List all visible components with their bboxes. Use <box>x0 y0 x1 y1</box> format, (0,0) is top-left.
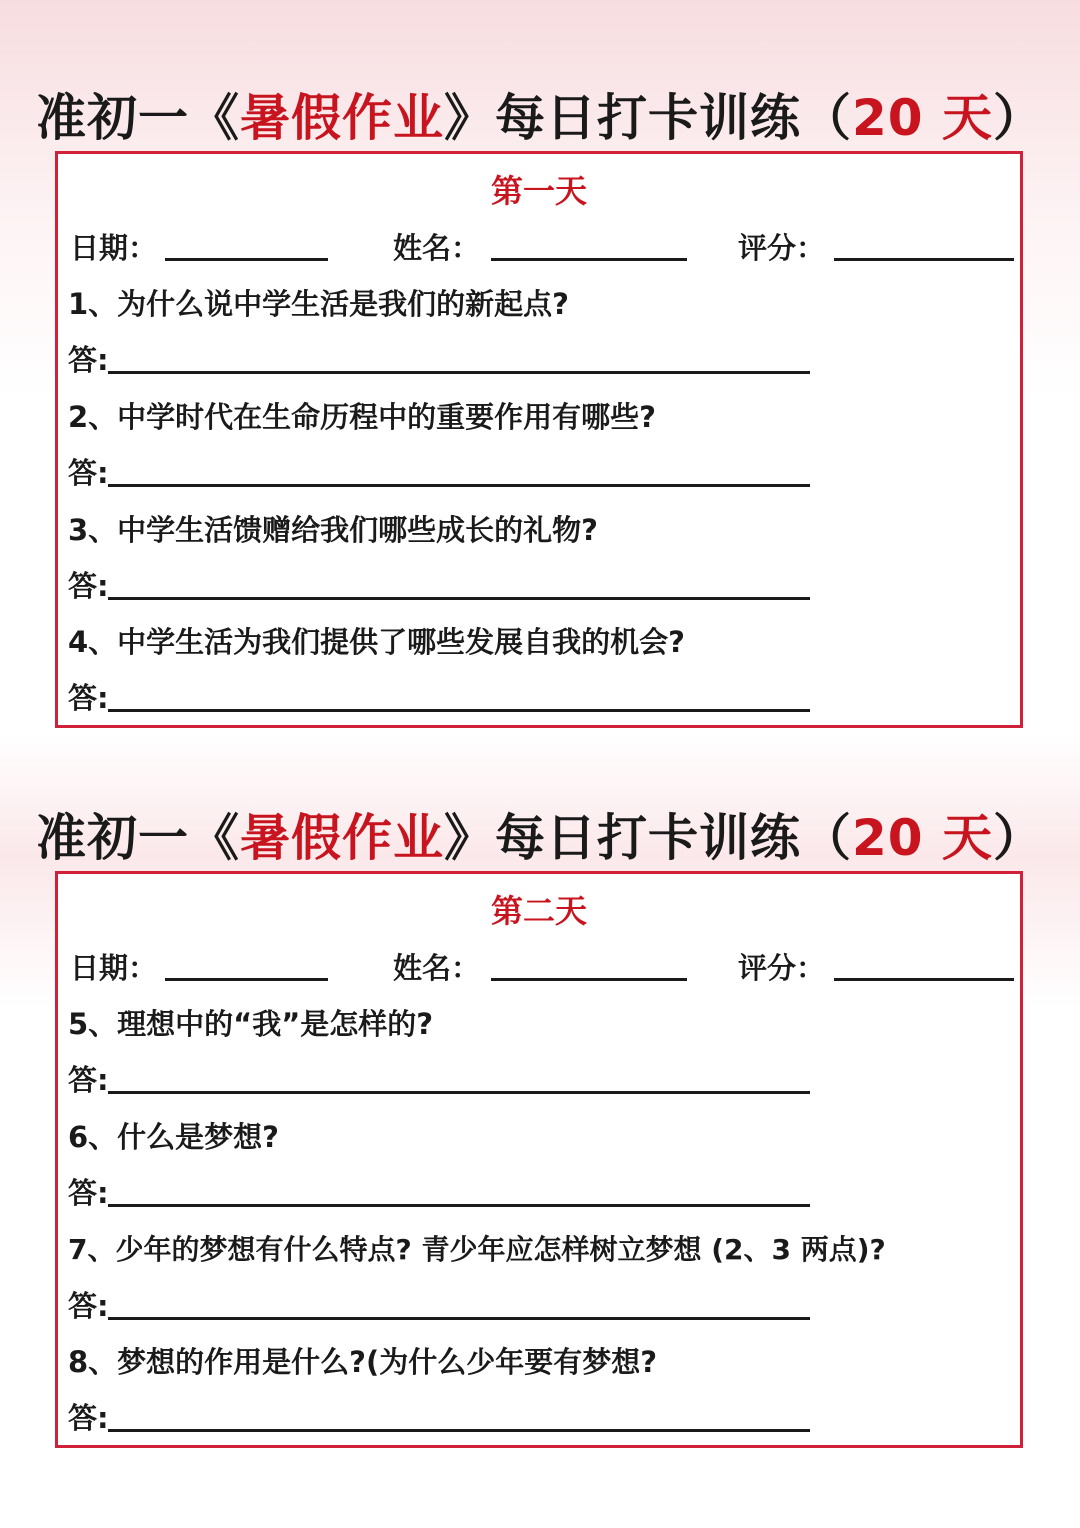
answer-line[interactable] <box>108 1091 810 1094</box>
title-highlight: 暑假作业 <box>240 89 444 147</box>
title-middle: 》每日打卡训练（ <box>444 809 852 867</box>
answer-label: 答: <box>68 1289 109 1323</box>
date-field[interactable] <box>165 978 328 981</box>
score-field[interactable] <box>834 978 1014 981</box>
answer-label: 答: <box>68 343 109 377</box>
question-text: 6、什么是梦想? <box>68 1120 280 1154</box>
title-prefix: 准初一《 <box>36 89 240 147</box>
score-label: 评分： <box>738 231 826 265</box>
date-label: 日期： <box>70 951 158 985</box>
question-text: 1、为什么说中学生活是我们的新起点? <box>68 287 570 321</box>
title-highlight: 暑假作业 <box>240 809 444 867</box>
score-label: 评分： <box>738 951 826 985</box>
question-card <box>55 151 1023 728</box>
worksheet-title <box>0 798 1080 870</box>
answer-line[interactable] <box>108 1429 810 1432</box>
name-label: 姓名： <box>393 231 481 265</box>
title-suffix: ） <box>993 89 1044 147</box>
answer-label: 答: <box>68 569 109 603</box>
date-field[interactable] <box>165 258 328 261</box>
answer-label: 答: <box>68 1176 109 1210</box>
name-label: 姓名： <box>393 951 481 985</box>
question-card <box>55 871 1023 1448</box>
answer-label: 答: <box>68 1401 109 1435</box>
answer-line[interactable] <box>108 1317 810 1320</box>
answer-line[interactable] <box>108 371 810 374</box>
day-heading: 第一天 <box>490 172 587 210</box>
day-heading: 第二天 <box>490 892 587 930</box>
answer-label: 答: <box>68 456 109 490</box>
answer-line[interactable] <box>108 709 810 712</box>
title-day-count: 20 天 <box>852 89 993 147</box>
answer-line[interactable] <box>108 597 810 600</box>
question-text: 7、少年的梦想有什么特点? 青少年应怎样树立梦想 (2、3 两点)? <box>68 1233 886 1266</box>
score-field[interactable] <box>834 258 1014 261</box>
question-text: 4、中学生活为我们提供了哪些发展自我的机会? <box>68 625 686 659</box>
answer-label: 答: <box>68 681 109 715</box>
date-label: 日期： <box>70 231 158 265</box>
question-text: 3、中学生活馈赠给我们哪些成长的礼物? <box>68 513 599 547</box>
title-day-count: 20 天 <box>852 809 993 867</box>
worksheet-title <box>0 78 1080 150</box>
answer-line[interactable] <box>108 484 810 487</box>
title-suffix: ） <box>993 809 1044 867</box>
name-field[interactable] <box>491 978 687 981</box>
answer-line[interactable] <box>108 1204 810 1207</box>
title-middle: 》每日打卡训练（ <box>444 89 852 147</box>
question-text: 8、梦想的作用是什么?(为什么少年要有梦想? <box>68 1345 658 1379</box>
answer-label: 答: <box>68 1063 109 1097</box>
question-text: 2、中学时代在生命历程中的重要作用有哪些? <box>68 400 657 434</box>
title-prefix: 准初一《 <box>36 809 240 867</box>
name-field[interactable] <box>491 258 687 261</box>
question-text: 5、理想中的“我”是怎样的? <box>68 1007 434 1041</box>
